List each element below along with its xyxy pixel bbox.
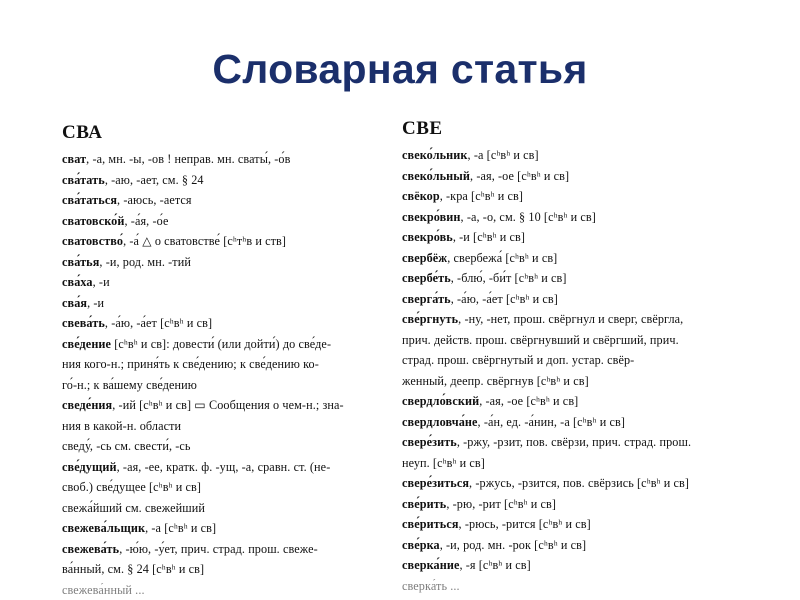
entry-line (62, 559, 384, 580)
entry-line (402, 330, 742, 351)
entry-text: , -а́ △ о сватовстве́ [сʰтʰв и ств] (123, 234, 287, 248)
entry-text: страд. прош. свёргнутый и доп. устар. свёр- (402, 353, 635, 367)
entry-line (402, 289, 742, 310)
entry-line (62, 477, 384, 498)
entry-line (402, 350, 742, 371)
entry-text: , -и (92, 275, 110, 289)
headword: сва́тать (62, 172, 105, 187)
entry-line (62, 272, 384, 293)
entry-text: , -и, род. мн. -рок [сʰвʰ и св] (439, 537, 587, 552)
entry-text: прич. действ. прош. свёргнувший и свёргший, прич. (402, 332, 679, 347)
entry-text: сверка́ть ... (402, 578, 460, 593)
entry-text: , -ю́ю, -у́ет, прич. страд. прош. свеже- (119, 541, 318, 556)
entry-line (62, 375, 384, 396)
headword: сватовско́й (62, 213, 125, 228)
entry-text: свежева́нный ... (62, 582, 145, 597)
headword: све́дущий (62, 459, 117, 474)
entry-line (62, 436, 384, 457)
entry-text: , -ржу, -рзит, пов. свёрзи, прич. страд. прош. (456, 435, 692, 449)
headword: сверга́ть (402, 291, 451, 306)
headword: свекро́вь (402, 230, 453, 244)
headword: свердло́вский (402, 394, 480, 408)
entry-text: , -а, мн. -ы, -ов ! неправ. мн. сваты́, -о́в (86, 152, 291, 166)
headword: свеко́льный (402, 168, 471, 183)
entry-line (402, 248, 742, 269)
entry-text: , -а, -о, см. § 10 [сʰвʰ и св] (460, 209, 596, 224)
entry-line (402, 309, 742, 330)
entry-line (62, 416, 384, 437)
entry-text: неуп. [сʰвʰ и св] (402, 455, 485, 470)
entry-line (62, 354, 384, 375)
column-heading: СВА (62, 122, 103, 143)
entry-line (402, 268, 742, 289)
entry-text: , -и, род. мн. -тий (99, 254, 191, 269)
entry-text: , -ая, -ое [сʰвʰ и св] (470, 168, 570, 183)
headword: свекро́вин (402, 209, 461, 224)
entry-text: , -рю, -рит [сʰвʰ и св] (446, 496, 557, 511)
headword: свеко́льник (402, 148, 468, 162)
headword: свёкор (402, 189, 440, 203)
headword: све́дение (62, 336, 112, 351)
entry-text: , -а́н, ед. -а́нин, -а [сʰвʰ и св] (477, 414, 625, 429)
entry-line (62, 149, 384, 170)
entry-text: , -ну, -нет, прош. свёргнул и сверг, свёргла, (458, 312, 684, 326)
entry-line (62, 313, 384, 334)
headword: сва́таться (62, 193, 118, 207)
entry-line (402, 555, 742, 576)
entry-line (62, 252, 384, 273)
headword: сведе́ния (62, 398, 113, 412)
entry-text: ва́нный, см. § 24 [сʰвʰ и св] (62, 562, 205, 576)
entry-line (402, 227, 742, 248)
entry-line (62, 211, 384, 232)
headword: све́рить (402, 496, 447, 511)
entry-text: , -ий [сʰвʰ и св] ▭ Сообщения о чем-н.; зна- (112, 398, 344, 412)
entry-text: , -а [сʰвʰ и св] (145, 521, 217, 535)
entry-line (402, 412, 742, 433)
entry-line (62, 518, 384, 539)
entry-text: , свербежа́ [сʰвʰ и св] (447, 250, 558, 265)
entry-text: , -и [сʰвʰ и св] (452, 230, 526, 244)
headword: сва́тья (62, 254, 100, 269)
entry-text: , -а [сʰвʰ и св] (467, 148, 539, 162)
headword: сват (62, 152, 87, 166)
entry-line (402, 473, 742, 494)
column-heading: СВЕ (402, 118, 443, 139)
entry-line (402, 391, 742, 412)
entry-text: , -а́я, -о́е (124, 213, 169, 228)
entry-line (62, 231, 384, 252)
headword: сверка́ние (402, 558, 460, 572)
entry-text: , -а́ю, -а́ет [сʰвʰ и св] (104, 316, 213, 330)
dictionary-scan (58, 112, 744, 597)
entry-text: ния кого-н.; приня́ть к све́дению; к све́дению ко- (62, 357, 319, 371)
headword: свердловча́не (402, 414, 478, 429)
entry-list (62, 149, 384, 600)
entry-line (62, 498, 384, 519)
headword: свева́ть (62, 316, 105, 330)
entry-line (402, 371, 742, 392)
headword: свере́зиться (402, 476, 470, 490)
headword: све́ргнуть (402, 312, 459, 326)
entry-line (62, 334, 384, 355)
headword: све́риться (402, 517, 459, 531)
entry-text: , -и (87, 295, 105, 310)
entry-text: своб.) све́дущее [сʰвʰ и св] (62, 480, 202, 494)
entry-line (402, 576, 742, 597)
entry-line (402, 186, 742, 207)
entry-line (402, 145, 742, 166)
entry-text: свежа́йший см. свежейший (62, 500, 205, 515)
entry-text: , -ржусь, -рзится, пов. свёрзись [сʰвʰ и св] (469, 476, 690, 490)
entry-text: , -кра [сʰвʰ и св] (439, 189, 524, 203)
entry-text: [сʰвʰ и св]: довести́ (или дойти́) до све́де- (111, 336, 332, 351)
entry-text: , -я [сʰвʰ и св] (459, 558, 531, 572)
entry-line (402, 166, 742, 187)
entry-text: го́-н.; к ва́шему све́дению (62, 377, 197, 392)
headword: свере́зить (402, 435, 457, 449)
entry-line (402, 494, 742, 515)
entry-text: , -ая, -ое [сʰвʰ и св] (479, 394, 579, 408)
entry-line (402, 432, 742, 453)
entry-text: , -а́ю, -а́ет [сʰвʰ и св] (450, 291, 558, 306)
headword: свежева́ть (62, 541, 120, 556)
column-right (402, 112, 742, 596)
entry-text: , -аю, -ает, см. § 24 (104, 172, 204, 187)
entry-list (402, 145, 742, 596)
column-left (62, 112, 384, 600)
entry-line (62, 190, 384, 211)
entry-line (62, 457, 384, 478)
entry-line (62, 539, 384, 560)
entry-text: сведу́, -сь см. свести́, -сь (62, 439, 191, 453)
entry-line (62, 580, 384, 600)
headword: све́рка (402, 537, 440, 552)
entry-line (62, 293, 384, 314)
headword: свербёж (402, 250, 448, 265)
headword: сва́я (62, 295, 88, 310)
entry-line (62, 395, 384, 416)
headword: сва́ха (62, 275, 93, 289)
headword: свербе́ть (402, 271, 451, 285)
entry-text: ния в какой-н. области (62, 418, 182, 433)
entry-line (402, 207, 742, 228)
entry-text: , -рюсь, -рится [сʰвʰ и св] (458, 517, 591, 531)
slide-title: Словарная статья (212, 46, 588, 92)
entry-text: , -аюсь, -ается (117, 193, 192, 207)
entry-line (62, 170, 384, 191)
entry-line (402, 535, 742, 556)
headword: свежева́льщик (62, 521, 146, 535)
entry-line (402, 514, 742, 535)
headword: сватовство́ (62, 234, 124, 248)
entry-text: , -блю́, -би́т [сʰвʰ и св] (450, 271, 567, 285)
entry-text: женный, деепр. свёргнув [сʰвʰ и св] (402, 373, 589, 388)
entry-line (402, 453, 742, 474)
entry-text: , -ая, -ее, кратк. ф. -ущ, -а, сравн. ст. (не- (116, 459, 331, 474)
